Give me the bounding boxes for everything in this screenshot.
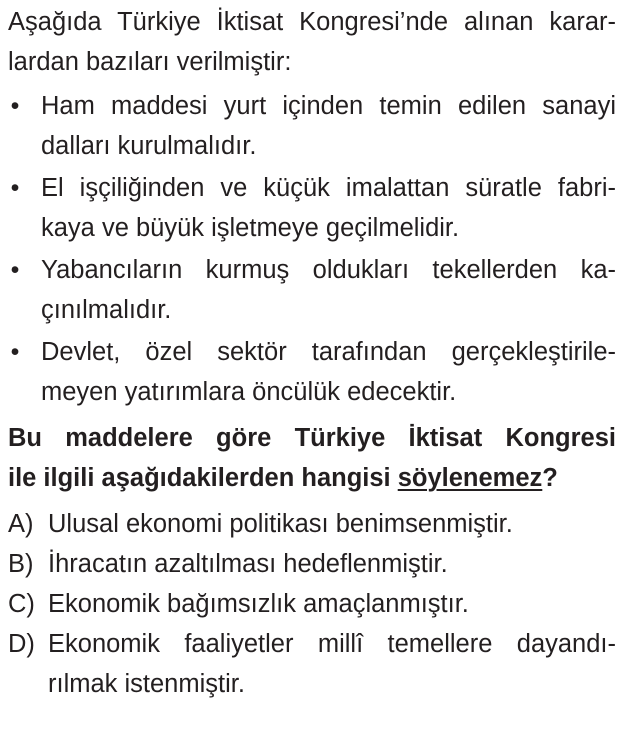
list-item-line-1: Yabancıların kurmuş oldukları tekellerden ka- — [41, 256, 616, 284]
intro-line-2: lardan bazıları verilmiştir: — [8, 48, 292, 76]
intro-paragraph — [8, 2, 616, 82]
option-letter: B) — [8, 550, 34, 578]
answer-option-b[interactable] — [8, 544, 616, 584]
bullet-icon: • — [10, 338, 20, 366]
question-line-2-prefix: ile ilgili aşağıdakilerden hangisi — [8, 464, 398, 492]
question-emphasis: söylenemez — [397, 464, 543, 492]
question-mark: ? — [542, 464, 558, 492]
option-text: Ulusal ekonomi politikası benimsenmiştir. — [48, 510, 513, 538]
option-text: İhracatın azaltılması hedeflenmiştir. — [48, 550, 448, 578]
list-item-line-2: kaya ve büyük işletmeye geçilmelidir. — [41, 214, 460, 242]
bullet-icon: • — [10, 92, 20, 120]
list-item — [8, 168, 616, 248]
question-line-2 — [8, 458, 616, 498]
bullet-icon: • — [10, 174, 20, 202]
bullet-icon: • — [10, 256, 20, 284]
answer-option-c[interactable] — [8, 584, 616, 624]
intro-line-1: Aşağıda Türkiye İktisat Kongresi’nde alınan karar- — [8, 8, 616, 36]
option-letter: A) — [8, 510, 34, 538]
list-item — [8, 332, 616, 412]
list-item-line-1: Devlet, özel sektör tarafından gerçekleştirile- — [41, 338, 616, 366]
list-item-line-2: meyen yatırımlara öncülük edecektir. — [41, 378, 457, 406]
option-letter: D) — [8, 630, 35, 658]
question-line-1: Bu maddelere göre Türkiye İktisat Kongresi — [8, 424, 616, 452]
list-item-line-2: çınılmalıdır. — [41, 296, 172, 324]
answer-option-a[interactable] — [8, 504, 616, 544]
option-letter: C) — [8, 590, 35, 618]
list-item — [8, 250, 616, 330]
list-item — [8, 86, 616, 166]
decision-list — [8, 86, 616, 412]
option-text-line-1: Ekonomik faaliyetler millî temellere dayandı- — [48, 630, 616, 658]
list-item-line-2: dalları kurulmalıdır. — [41, 132, 257, 160]
option-text-line-2: rılmak istenmiştir. — [48, 670, 245, 698]
answer-option-d[interactable] — [8, 624, 616, 704]
question-stem — [8, 418, 616, 498]
answer-options — [8, 504, 616, 704]
list-item-line-1: Ham maddesi yurt içinden temin edilen sanayi — [41, 92, 616, 120]
option-text: Ekonomik bağımsızlık amaçlanmıştır. — [48, 590, 469, 618]
list-item-line-1: El işçiliğinden ve küçük imalattan süratle fabri- — [41, 174, 616, 202]
